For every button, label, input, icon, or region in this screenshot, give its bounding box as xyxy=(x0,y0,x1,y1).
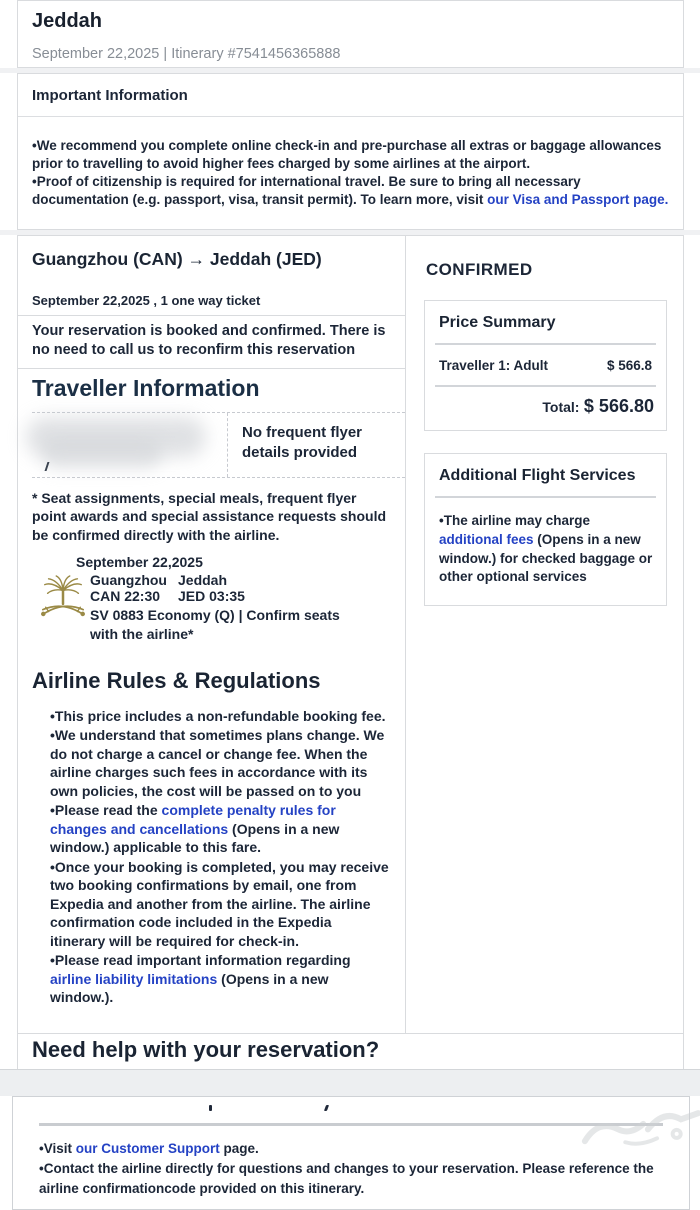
customer-support-link[interactable]: our Customer Support xyxy=(75,1141,220,1157)
bullet-text: This price includes a non-refundable booking fee. xyxy=(54,707,386,724)
help-bullet-customer-support xyxy=(39,1139,663,1159)
bullet-text: Once your booking is completed, you may receive two booking confirmations by email, one from Expedia and another from the airline. The airline confirmation code included in the Expedia itinerary will be required for check-in. xyxy=(50,858,389,949)
bullet-text: Proof of citizenship is required for international travel. Be sure to bring all necessary documentation (e.g. passport, visa, transit permit). To learn more, visit xyxy=(32,173,581,207)
price-summary-title: Price Summary xyxy=(439,313,556,331)
airline-rules-list xyxy=(32,707,391,1034)
flight-right-column xyxy=(406,236,683,1034)
rules-bullet-penalty-rules xyxy=(50,801,390,856)
segment-flight-number-class: SV 0883 Economy (Q) | Confirm seats with the airline* xyxy=(90,607,340,643)
bullet-text: Visit xyxy=(43,1141,76,1157)
traveller-information-title: Traveller Information xyxy=(32,374,260,401)
additional-flight-services-box xyxy=(424,453,667,607)
bullet-text: (Opens in a new window.) for checked baggage or other optional services xyxy=(439,531,653,585)
important-information-title: Important Information xyxy=(18,74,683,117)
segment-to-code-time: JED 03:35 xyxy=(178,588,245,605)
flight-route-title: Guangzhou (CAN) → Jeddah (JED) xyxy=(32,248,322,269)
important-info-bullet-citizenship xyxy=(32,173,669,209)
page-title: Jeddah xyxy=(32,10,103,32)
rules-bullet-liability xyxy=(50,951,390,1006)
help-bullet-contact-airline xyxy=(39,1159,663,1198)
rules-bullet-booking-fee xyxy=(50,707,390,725)
rules-bullet-change-fee xyxy=(50,726,390,800)
bullet-text: Contact the airline directly for questions and changes to your reservation. Please reference the airline confirmationcode provided on this itinerary. xyxy=(39,1161,654,1196)
flight-segment xyxy=(32,554,391,644)
bullet-text: (Opens in a new window.). xyxy=(50,970,329,1005)
liability-limitations-link[interactable]: airline liability limitations xyxy=(50,970,218,987)
bullet-text: The airline may charge xyxy=(443,512,591,528)
important-info-bullet-checkin xyxy=(32,137,669,173)
redacted-text-remnant xyxy=(45,462,54,471)
flight-left-column xyxy=(18,236,406,1034)
cut-text-remnant xyxy=(324,1105,329,1111)
bullet-text: (Opens in a new window.) applicable to this fare. xyxy=(50,820,340,856)
price-row-label: Traveller 1: Adult xyxy=(439,357,549,373)
traveller-name-cell xyxy=(32,413,228,477)
additional-services-bullet xyxy=(425,498,666,606)
need-help-title: Need help with your reservation? xyxy=(32,1037,380,1063)
price-summary-box xyxy=(424,300,667,431)
status-badge: CONFIRMED xyxy=(426,259,533,279)
segment-date: September 22,2025 xyxy=(76,554,203,571)
screenshot-stitch-seam xyxy=(0,1069,700,1096)
total-value: $ 566.80 xyxy=(583,395,654,416)
price-row xyxy=(425,345,666,385)
traveller-details-box xyxy=(32,412,405,478)
additional-fees-link[interactable]: additional fees xyxy=(439,531,534,547)
important-information-card xyxy=(17,73,684,230)
segment-from-city: Guangzhou xyxy=(90,572,167,589)
divider xyxy=(39,1123,663,1126)
price-row-value: $ 566.8 xyxy=(606,357,652,373)
segment-from-code-time: CAN 22:30 xyxy=(90,588,161,605)
rules-bullet-confirmations xyxy=(50,858,390,950)
traveller-name-redacted-blur xyxy=(42,439,162,469)
seat-assignment-note: * Seat assignments, special meals, frequent flyer point awards and special assistance requests should be confirmed directly with the airline. xyxy=(32,489,387,544)
bullet-text: Please read the xyxy=(54,802,162,819)
flight-date-line: September 22,2025 , 1 one way ticket xyxy=(32,292,261,308)
visa-passport-link[interactable]: our Visa and Passport page. xyxy=(487,191,669,207)
bullet-text: We understand that sometimes plans change. We do not charge a cancel or change fee. When the airline charges such fees in accordance with its own policies, the cost will be passed on to you xyxy=(50,727,385,799)
saudia-airline-logo-icon xyxy=(32,572,90,644)
bullet-text: Please read important information regarding xyxy=(54,952,351,969)
total-label: Total: xyxy=(542,398,580,415)
booking-confirmed-note: Your reservation is booked and confirmed. There is no need to call us to reconfirm this reservation xyxy=(18,315,405,369)
frequent-flyer-note: No frequent flyer details provided xyxy=(242,423,363,461)
price-total-row xyxy=(425,387,666,430)
additional-services-title: Additional Flight Services xyxy=(439,466,636,484)
cut-text-remnant xyxy=(209,1105,212,1111)
need-help-section xyxy=(17,1034,684,1069)
flight-details-card xyxy=(17,235,684,1035)
bullet-text: page. xyxy=(219,1141,259,1157)
bullet-text: We recommend you complete online check-in and pre-purchase all extras or baggage allowances prior to travelling to avoid higher fees charged by some airlines at the airport. xyxy=(32,138,662,171)
itinerary-date-number: September 22,2025 | Itinerary #7541456365888 xyxy=(32,46,341,62)
itinerary-header-card xyxy=(17,0,684,68)
traveller-information-section xyxy=(18,375,405,1034)
penalty-rules-link[interactable]: complete penalty rules for changes and cancellations xyxy=(50,802,336,837)
airline-rules-title: Airline Rules & Regulations xyxy=(32,667,321,693)
segment-to-city: Jeddah xyxy=(178,572,228,589)
